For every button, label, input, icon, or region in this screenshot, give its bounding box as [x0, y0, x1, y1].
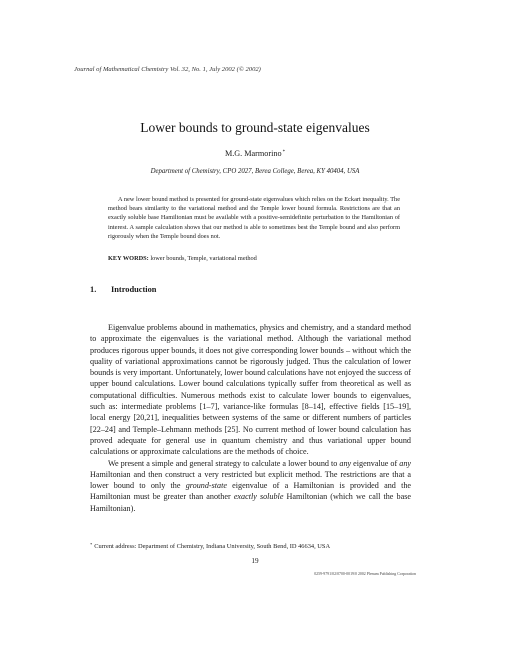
author-name: M.G. Marmorino	[224, 149, 282, 158]
abstract: A new lower bound method is presented for ground-state eigenvalues which relies on the Eckart inequality. The method bears similarity to the variational method and the Temple lower bound formula. Restrictions are that an exactly soluble base Hamiltonian must be available with a positive-semidefinite perturbation to the Hamiltonian of interest. A sample calculation shows that our method is able to sometimes best the Temple bound and also perform rigorously when the Temple bound does not.	[108, 196, 400, 240]
paper-title: Lower bounds to ground-state eigenvalues	[140, 120, 370, 135]
footnote-text: Current address: Department of Chemistry, Indiana University, South Bend, ID 46634, USA	[94, 543, 331, 550]
author-affiliation: Department of Chemistry, CPO 2027, Berea College, Berea, KY 40404, USA	[150, 168, 360, 175]
journal-header: Journal of Mathematical Chemistry Vol. 32, No. 1, July 2002 (© 2002)	[74, 66, 261, 73]
keywords	[108, 255, 400, 262]
paragraph-2-text-3: Hamiltonian and then construct a very restricted but explicit method. The restrictions are that a lower bound to only the	[90, 469, 411, 491]
keywords-label: KEY WORDS:	[108, 255, 149, 262]
paragraph-2-emphasis-2: any	[399, 458, 411, 468]
paragraph-2	[90, 458, 411, 514]
copyright-line: 0259-9791/02/0700-0019/0 2002 Plenum Publishing Corporation	[314, 572, 416, 576]
section-number: 1.	[90, 285, 97, 294]
paragraph-1: Eigenvalue problems abound in mathematics, physics and chemistry, and a standard method to approximate the eigenvalues is the variational method. Although the variational method produces rigorous upper bounds, it does not give corresponding lower bounds – without which the quality of variational approximations cannot be rigorously judged. Thus the calculation of lower bounds is very important. Unfortunately, lower bound calculations have not enjoyed the success of upper bound calculations. Lower bound calculations typically suffer from theoretical as well as computational difficulties. Numerous methods exist to calculate lower bounds to eigenvalues, such as: intermediate problems [1–7], variance-like formulas [8–14], effective fields [15–19], local energy [20,21], inequalities between systems of the same or different numbers of particles [22–24] and Temple–Lehmann methods [25]. No current method of lower bound calculation has proved adequate for general use in quantum chemistry and thus variational upper bound calculations or approximate calculations are the methods of choice.	[90, 323, 411, 457]
section-title: Introduction	[111, 285, 157, 294]
paragraph-2-emphasis-4: exactly soluble	[233, 492, 284, 502]
body-text	[90, 322, 411, 514]
paragraph-2-text-1: We present a simple and general strategy to calculate a lower bound to	[108, 458, 340, 468]
paragraph-2-text-5: Hamiltonian (which we call the base Hamiltonian).	[90, 492, 411, 513]
section-heading	[90, 285, 156, 294]
paragraph-2-emphasis-3: ground-state	[185, 481, 227, 491]
paragraph-2-text-4: eigenvalue of a Hamiltonian is provided and the Hamiltonian must be greater than another	[90, 481, 411, 502]
page-number: 19	[251, 557, 259, 565]
author-line	[0, 149, 510, 158]
author-footnote-mark: *	[282, 150, 286, 155]
footnote-mark: *	[90, 542, 93, 547]
footnote	[90, 542, 330, 550]
keywords-text: lower bounds, Temple, variational method	[150, 255, 257, 262]
paragraph-2-text-2: eigenvalue of	[351, 458, 400, 468]
paragraph-2-emphasis-1: any	[339, 458, 352, 468]
